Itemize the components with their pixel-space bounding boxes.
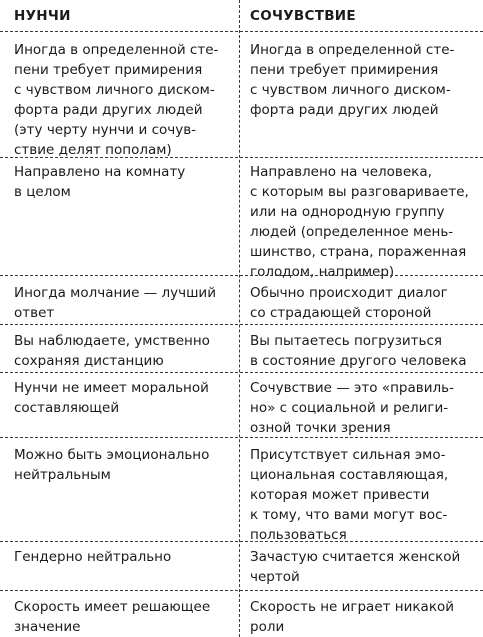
row-8-nunchi-cell: Скорость имеет решающее значение [14,599,211,635]
row-7-sympathy-cell: Зачастую считается женской чертой [250,549,461,585]
row-6-sympathy-cell: Присутствует сильная эмо- циональная составляющая, которая может привести к тому, что вами могут вос- пользоваться [250,447,449,543]
row-2-sympathy-cell: Направлено на человека, с которым вы разговариваете, или на однородную группу людей (определенное мень- шинство, страна, пораженная голодом, например) [250,164,469,280]
row-6-nunchi-cell: Можно быть эмоционально нейтральным [14,447,210,483]
row-divider [0,437,483,438]
row-5-nunchi-cell: Нунчи не имеет моральной составляющей [14,380,209,416]
row-divider [0,590,483,591]
header-nunchi: НУНЧИ [14,8,71,24]
row-4-sympathy-cell: Вы пытаетесь погрузиться в состояние другого человека [250,333,467,369]
header-sympathy: СОЧУВСТВИЕ [250,8,356,24]
row-divider [0,275,483,276]
row-divider [0,541,483,542]
row-divider [0,31,483,32]
row-divider [0,324,483,325]
row-1-sympathy-cell: Иногда в определенной сте- пени требует примирения с чувством личного диском- форта ради других людей [250,42,455,118]
row-4-nunchi-cell: Вы наблюдаете, умственно сохраняя дистанцию [14,333,210,369]
row-5-sympathy-cell: Сочувствие — это «правиль- но» с социальной и религи- озной точки зрения [250,380,454,436]
row-2-nunchi-cell: Направлено на комнату в целом [14,164,186,200]
row-3-nunchi-cell: Иногда молчание — лучший ответ [14,285,216,321]
row-8-sympathy-cell: Скорость не играет никакой роли [250,599,455,635]
row-7-nunchi-cell: Гендерно нейтрально [14,549,172,565]
row-divider [0,372,483,373]
row-divider [0,157,483,158]
row-1-nunchi-cell: Иногда в определенной сте- пени требует примирения с чувством личного диском- форта ради других людей (эту черту нунчи и сочув- ствие делят пополам) [14,42,219,158]
row-3-sympathy-cell: Обычно происходит диалог со страдающей стороной [250,285,448,321]
